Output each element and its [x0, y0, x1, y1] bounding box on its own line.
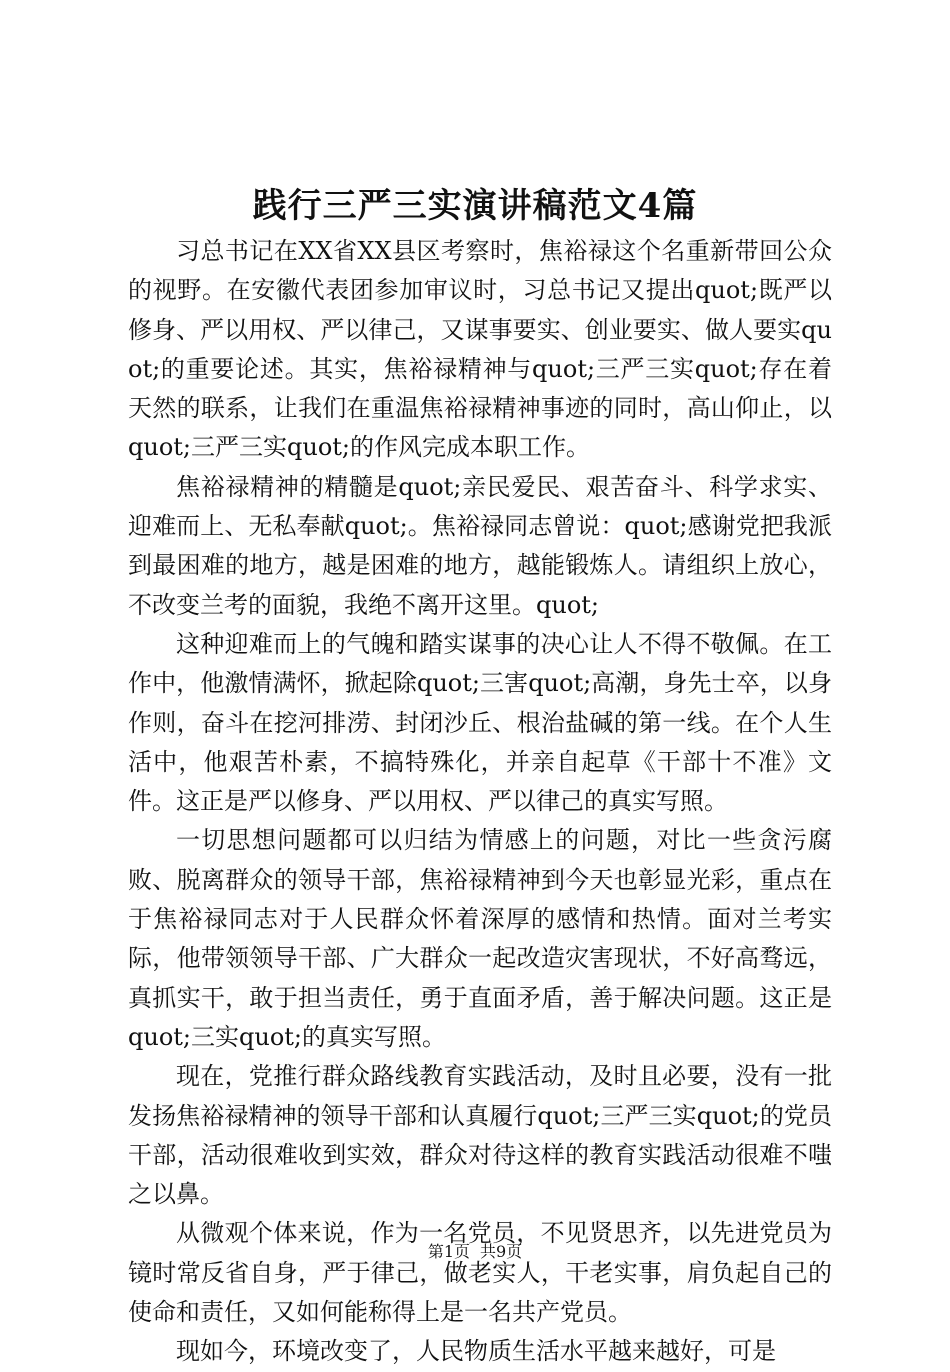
paragraph: 习总书记在XX省XX县区考察时，焦裕禄这个名重新带回公众的视野。在安徽代表团参加审议时，习总书记又提出quot;既严以修身、严以用权、严以律己，又谋事要实、创业要实、做人要实quot;的重要论述。其实，焦裕禄精神与quot;三严三实quot;存在着天然的联系，让我们在重温焦裕禄精神事迹的同时，高山仰止，以quot;三严三实quot;的作风完成本职工作。	[128, 237, 832, 462]
document-title: 践行三严三实演讲稿范文4篇	[252, 186, 698, 226]
paragraph: 焦裕禄精神的精髓是quot;亲民爱民、艰苦奋斗、科学求实、迎难而上、无私奉献quot;。焦裕禄同志曾说：quot;感谢党把我派到最困难的地方，越是困难的地方，越能锻炼人。请组织上放心，不改变兰考的面貌，我绝不离开这里。quot;	[128, 472, 832, 619]
paragraph: 从微观个体来说，作为一名党员，不见贤思齐，以先进党员为镜时常反省自身，严于律己，做老实人，干老实事，肩负起自己的使命和责任，又如何能称得上是一名共产党员。	[128, 1219, 832, 1327]
paragraph: 现在，党推行群众路线教育实践活动，及时且必要，没有一批发扬焦裕禄精神的领导干部和认真履行quot;三严三实quot;的党员干部，活动很难收到实效，群众对待这样的教育实践活动很难不嗤之以鼻。	[128, 1062, 832, 1209]
page-number: 第1页	[427, 1242, 470, 1261]
page-total: 共9页	[480, 1242, 523, 1261]
paragraph: 一切思想问题都可以归结为情感上的问题，对比一些贪污腐败、脱离群众的领导干部，焦裕禄精神到今天也彰显光彩，重点在于焦裕禄同志对于人民群众怀着深厚的感情和热情。面对兰考实际，他带领领导干部、广大群众一起改造灾害现状，不好高骛远，真抓实干，敢于担当责任，勇于直面矛盾，善于解决问题。这正是quot;三实quot;的真实写照。	[128, 826, 832, 1051]
page-footer	[0, 1240, 950, 1264]
document-body	[128, 232, 832, 1372]
paragraph: 现如今，环境改变了，人民物质生活水平越来越好，可是	[176, 1337, 776, 1366]
paragraph: 这种迎难而上的气魄和踏实谋事的决心让人不得不敬佩。在工作中，他激情满怀，掀起除quot;三害quot;高潮，身先士卒，以身作则，奋斗在挖河排涝、封闭沙丘、根治盐碱的第一线。在个人生活中，他艰苦朴素，不搞特殊化，并亲自起草《干部十不准》文件。这正是严以修身、严以用权、严以律己的真实写照。	[128, 629, 832, 816]
